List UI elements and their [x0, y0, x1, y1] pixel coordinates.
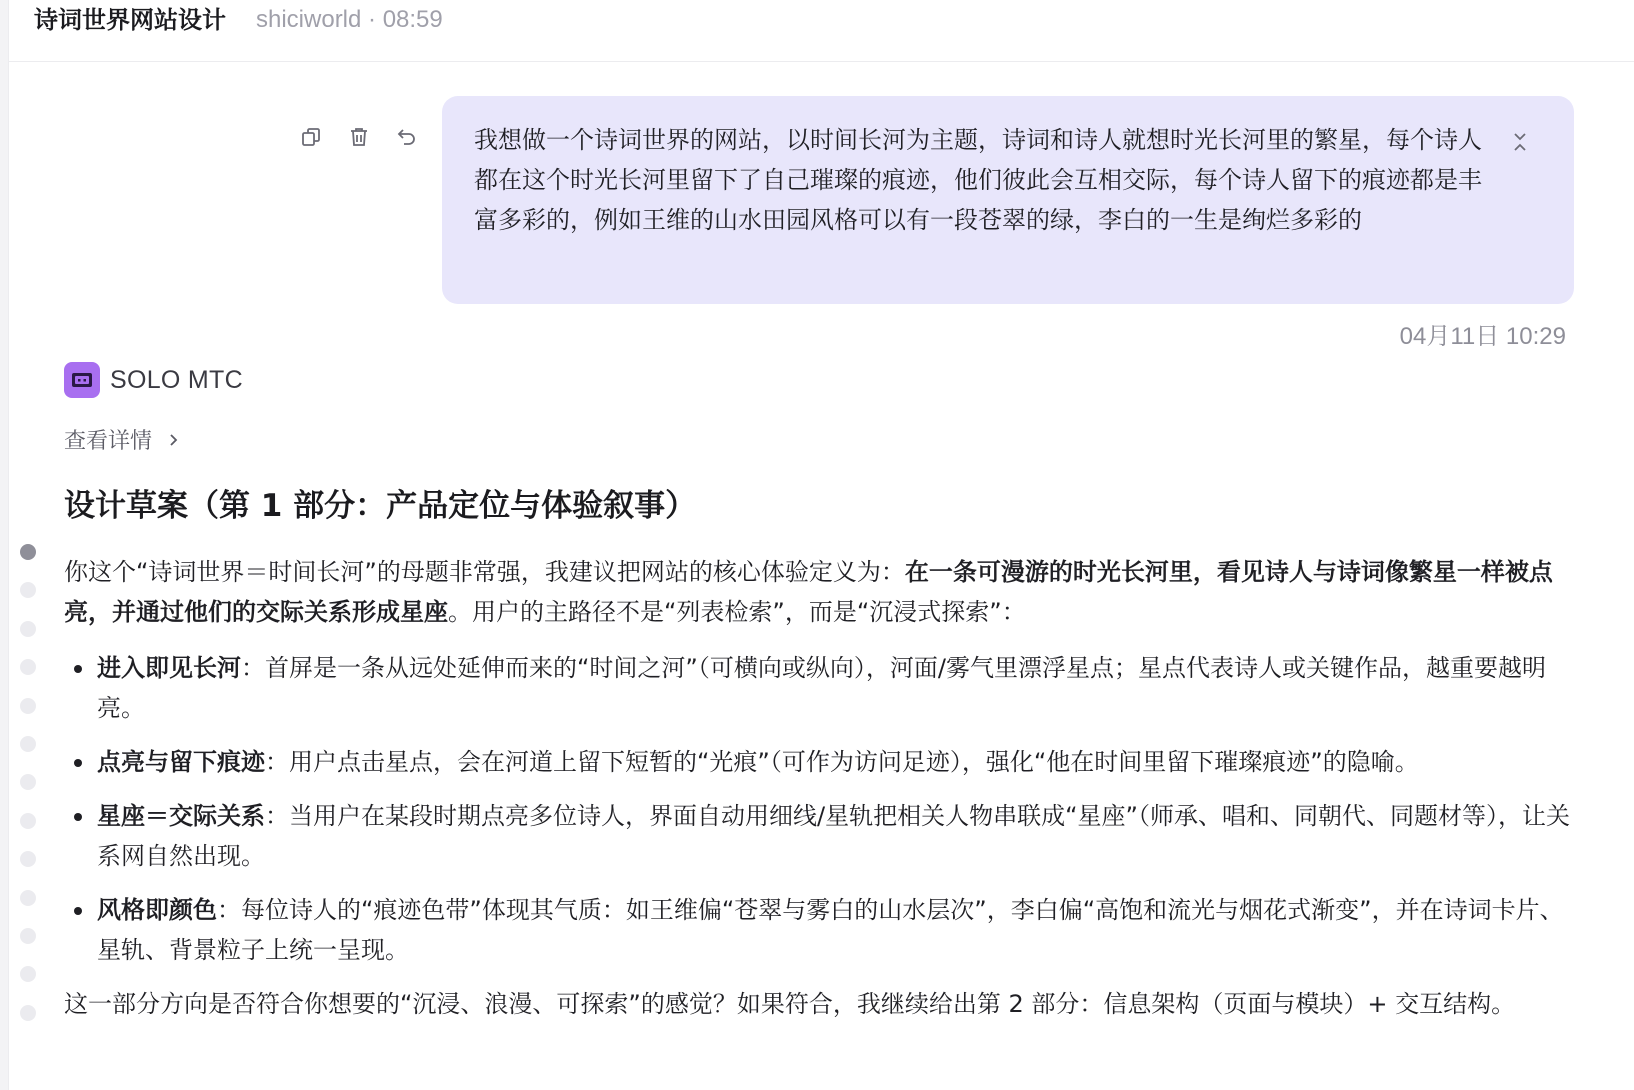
collapse-icon[interactable] [1508, 126, 1532, 150]
bot-face-icon [69, 367, 95, 393]
point-label: 风格即颜色 [97, 896, 217, 924]
point-text: ：首屏是一条从远处延伸而来的“时间之河”（可横向或纵向），河面/雾气里漂浮星点；星点代表诗人或关键作品，越重要越明亮。 [97, 654, 1546, 722]
intro-text-end: 。用户的主路径不是“列表检索”，而是“沉浸式探索”： [448, 598, 1026, 626]
intro-emphasis: 在一条可漫游的时光长河里，看见诗人与诗词像繁星一样被点亮，并通过他们的交际关系形成星座 [64, 558, 1553, 626]
timeline-dot[interactable] [20, 736, 36, 752]
point-label: 进入即见长河 [97, 654, 241, 682]
project-subtitle: shiciworld · 08:59 [256, 6, 443, 33]
point-label: 点亮与留下痕迹 [97, 748, 265, 776]
answer-closing: 这一部分方向是否符合你想要的“沉浸、浪漫、可探索”的感觉？如果符合，我继续给出第 2 部分：信息架构（页面与模块）+ 交互结构。 [64, 990, 1516, 1018]
list-item [64, 742, 1574, 782]
timeline-dot[interactable] [20, 928, 36, 944]
delete-icon[interactable] [346, 124, 372, 150]
answer-intro [64, 552, 1574, 632]
undo-icon[interactable] [394, 124, 420, 150]
timeline-dot[interactable] [20, 1005, 36, 1021]
timeline-dot[interactable] [20, 851, 36, 867]
point-label: 星座＝交际关系 [97, 802, 265, 830]
point-text: ：用户点击星点，会在河道上留下短暂的“光痕”（可作为访问足迹），强化“他在时间里留下璀璨痕迹”的隐喻。 [265, 748, 1419, 776]
chevron-right-icon [166, 433, 180, 447]
assistant-answer [64, 480, 1574, 1024]
intro-text: 你这个“诗词世界＝时间长河”的母题非常强，我建议把网站的核心体验定义为： [64, 558, 905, 586]
chat-header [8, 0, 1634, 62]
timeline-dot[interactable] [20, 659, 36, 675]
list-item [64, 890, 1574, 970]
timeline-dot[interactable] [20, 582, 36, 598]
timeline-dot[interactable] [20, 966, 36, 982]
view-details-link[interactable] [64, 424, 180, 455]
message-actions [298, 124, 420, 150]
bot-avatar [64, 362, 100, 398]
user-message-text: 我想做一个诗词世界的网站，以时间长河为主题，诗词和诗人就想时光长河里的繁星，每个诗人都在这个时光长河里留下了自己璀璨的痕迹，他们彼此会互相交际，每个诗人留下的痕迹都是丰富多彩的，例如王维的山水田园风格可以有一段苍翠的绿，李白的一生是绚烂多彩的 [474, 126, 1482, 234]
page-title: 诗词世界网站设计 [34, 6, 226, 34]
list-item [64, 648, 1574, 728]
answer-title: 设计草案（第 1 部分：产品定位与体验叙事） [64, 488, 697, 524]
list-item [64, 796, 1574, 876]
message-timestamp: 04月11日 10:29 [1399, 323, 1566, 350]
view-details-label: 查看详情 [64, 429, 153, 454]
point-text: ：当用户在某段时期点亮多位诗人，界面自动用细线/星轨把相关人物串联成“星座”（师承、唱和、同朝代、同题材等），让关系网自然出现。 [97, 802, 1570, 870]
point-text: ：每位诗人的“痕迹色带”体现其气质：如王维偏“苍翠与雾白的山水层次”，李白偏“高饱和流光与烟花式渐变”，并在诗词卡片、星轨、背景粒子上统一呈现。 [97, 896, 1564, 964]
timeline-dot[interactable] [20, 890, 36, 906]
timeline-dot[interactable] [20, 621, 36, 637]
copy-icon[interactable] [298, 124, 324, 150]
timeline-dot[interactable] [20, 698, 36, 714]
user-message-bubble [442, 96, 1574, 304]
left-edge-strip [0, 0, 9, 1090]
timeline-dot-active[interactable] [20, 544, 36, 560]
answer-points-list [64, 648, 1574, 970]
bot-name: SOLO MTC [110, 365, 243, 394]
bot-header [64, 362, 243, 398]
timeline-dot[interactable] [20, 774, 36, 790]
timeline-dot[interactable] [20, 813, 36, 829]
